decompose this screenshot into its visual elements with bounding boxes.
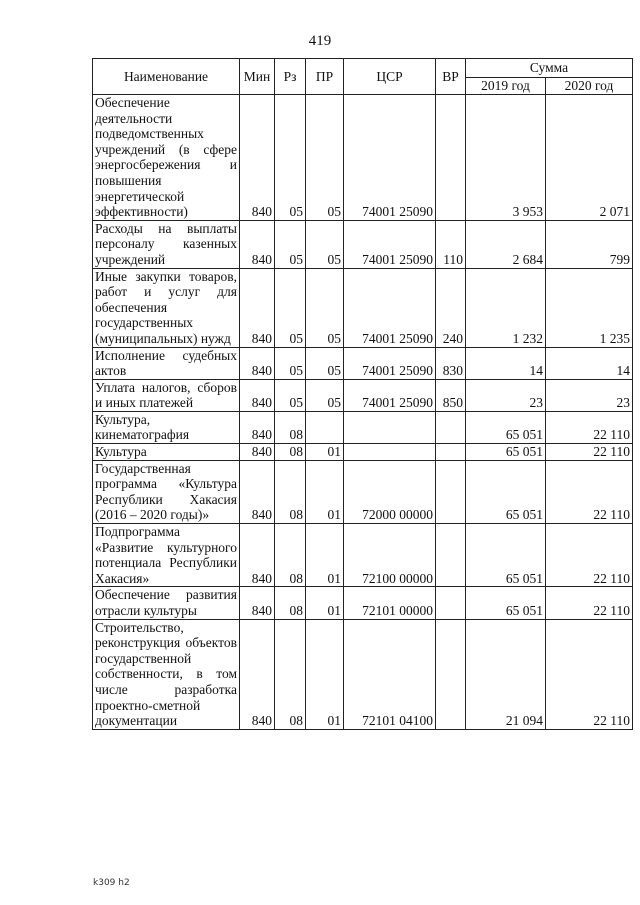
cell-pr: 05 <box>306 268 344 347</box>
cell-csr: 74001 25090 <box>344 347 436 379</box>
cell-csr: 74001 25090 <box>344 95 436 221</box>
cell-pr: 01 <box>306 587 344 619</box>
cell-rz: 05 <box>275 220 306 268</box>
cell-name: Обеспечение деятельности подведомственных учреждений (в сфере энергосбережения и повышения энергетической эффективности) <box>93 95 240 221</box>
table-body <box>93 95 633 730</box>
header-rz: Рз <box>275 59 306 95</box>
cell-pr: 01 <box>306 460 344 523</box>
cell-name: Культура <box>93 444 240 461</box>
cell-rz: 05 <box>275 347 306 379</box>
cell-min: 840 <box>240 460 275 523</box>
table-row <box>93 268 633 347</box>
cell-rz: 08 <box>275 444 306 461</box>
header-min: Мин <box>240 59 275 95</box>
cell-name: Обеспечение развития отрасли культуры <box>93 587 240 619</box>
cell-rz: 05 <box>275 95 306 221</box>
cell-vr: 830 <box>436 347 466 379</box>
cell-sum-2019: 14 <box>466 347 546 379</box>
header-pr: ПР <box>306 59 344 95</box>
header-sum: Сумма <box>466 59 633 78</box>
header-vr: ВР <box>436 59 466 95</box>
cell-sum-2019: 21 094 <box>466 619 546 729</box>
cell-name: Расходы на выплаты персоналу казенных учреждений <box>93 220 240 268</box>
table-row <box>93 444 633 461</box>
cell-name: Подпрограмма «Развитие культурного потенциала Республики Хакасия» <box>93 524 240 587</box>
table-row <box>93 411 633 443</box>
cell-csr: 74001 25090 <box>344 268 436 347</box>
cell-sum-2019: 1 232 <box>466 268 546 347</box>
cell-sum-2020: 1 235 <box>546 268 633 347</box>
cell-min: 840 <box>240 95 275 221</box>
cell-sum-2019: 65 051 <box>466 524 546 587</box>
table-row <box>93 460 633 523</box>
cell-sum-2020: 22 110 <box>546 619 633 729</box>
cell-csr: 72000 00000 <box>344 460 436 523</box>
cell-csr: 74001 25090 <box>344 220 436 268</box>
cell-sum-2019: 65 051 <box>466 587 546 619</box>
header-csr: ЦСР <box>344 59 436 95</box>
cell-min: 840 <box>240 524 275 587</box>
cell-rz: 08 <box>275 460 306 523</box>
cell-vr <box>436 524 466 587</box>
footer-code: k309 h2 <box>93 878 130 888</box>
cell-min: 840 <box>240 587 275 619</box>
cell-min: 840 <box>240 268 275 347</box>
table-row <box>93 619 633 729</box>
cell-min: 840 <box>240 347 275 379</box>
cell-pr <box>306 411 344 443</box>
budget-table <box>92 58 633 730</box>
cell-rz: 08 <box>275 587 306 619</box>
cell-vr: 110 <box>436 220 466 268</box>
cell-sum-2019: 3 953 <box>466 95 546 221</box>
header-year-2020: 2020 год <box>546 78 633 95</box>
page-number: 419 <box>308 33 332 49</box>
cell-vr <box>436 95 466 221</box>
cell-sum-2019: 65 051 <box>466 411 546 443</box>
table-row <box>93 220 633 268</box>
cell-sum-2020: 22 110 <box>546 411 633 443</box>
cell-vr <box>436 587 466 619</box>
cell-rz: 08 <box>275 524 306 587</box>
cell-csr <box>344 444 436 461</box>
table-row <box>93 379 633 411</box>
cell-pr: 05 <box>306 220 344 268</box>
cell-csr <box>344 411 436 443</box>
cell-csr: 72100 00000 <box>344 524 436 587</box>
table-header <box>93 59 633 95</box>
cell-pr: 05 <box>306 379 344 411</box>
cell-vr <box>436 619 466 729</box>
cell-name: Иные закупки товаров, работ и услуг для обеспечения государственных (муниципальных) нужд <box>93 268 240 347</box>
cell-vr <box>436 444 466 461</box>
table-row <box>93 587 633 619</box>
header-year-2019: 2019 год <box>466 78 546 95</box>
cell-vr <box>436 460 466 523</box>
cell-csr: 72101 04100 <box>344 619 436 729</box>
cell-rz: 08 <box>275 411 306 443</box>
cell-sum-2019: 23 <box>466 379 546 411</box>
cell-sum-2019: 65 051 <box>466 444 546 461</box>
cell-pr: 05 <box>306 95 344 221</box>
cell-sum-2020: 2 071 <box>546 95 633 221</box>
cell-sum-2020: 799 <box>546 220 633 268</box>
cell-rz: 05 <box>275 379 306 411</box>
header-name: Наименование <box>93 59 240 95</box>
cell-pr: 01 <box>306 524 344 587</box>
cell-sum-2020: 23 <box>546 379 633 411</box>
cell-vr <box>436 411 466 443</box>
cell-csr: 74001 25090 <box>344 379 436 411</box>
cell-name: Уплата налогов, сборов и иных платежей <box>93 379 240 411</box>
cell-sum-2020: 22 110 <box>546 460 633 523</box>
cell-min: 840 <box>240 379 275 411</box>
cell-min: 840 <box>240 619 275 729</box>
cell-sum-2020: 14 <box>546 347 633 379</box>
cell-sum-2020: 22 110 <box>546 587 633 619</box>
cell-name: Государственная программа «Культура Республики Хакасия (2016 – 2020 годы)» <box>93 460 240 523</box>
table-row <box>93 95 633 221</box>
cell-min: 840 <box>240 411 275 443</box>
cell-sum-2020: 22 110 <box>546 524 633 587</box>
table-row <box>93 524 633 587</box>
cell-vr: 240 <box>436 268 466 347</box>
cell-vr: 850 <box>436 379 466 411</box>
cell-name: Культура, кинематография <box>93 411 240 443</box>
cell-pr: 01 <box>306 444 344 461</box>
cell-min: 840 <box>240 220 275 268</box>
cell-sum-2019: 2 684 <box>466 220 546 268</box>
cell-rz: 05 <box>275 268 306 347</box>
cell-rz: 08 <box>275 619 306 729</box>
cell-name: Строительство, реконструкция объектов государственной собственности, в том числе разработка проектно-сметной документации <box>93 619 240 729</box>
cell-pr: 01 <box>306 619 344 729</box>
cell-sum-2020: 22 110 <box>546 444 633 461</box>
cell-name: Исполнение судебных актов <box>93 347 240 379</box>
cell-sum-2019: 65 051 <box>466 460 546 523</box>
cell-pr: 05 <box>306 347 344 379</box>
table-row <box>93 347 633 379</box>
cell-csr: 72101 00000 <box>344 587 436 619</box>
cell-min: 840 <box>240 444 275 461</box>
